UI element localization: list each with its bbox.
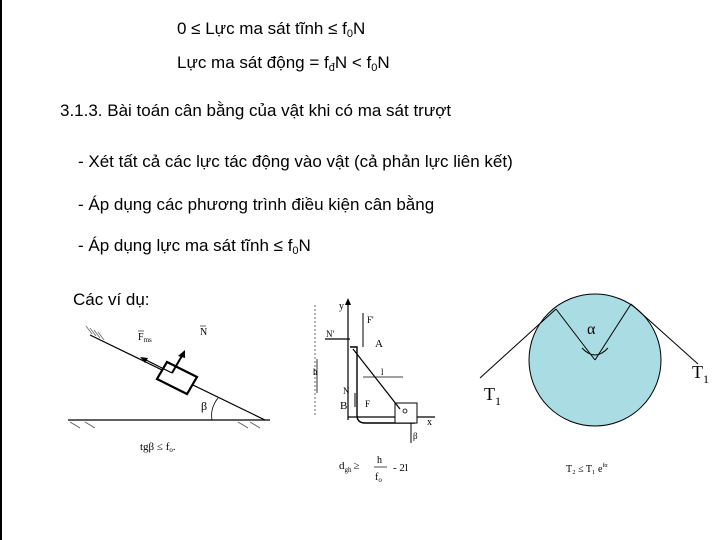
ladder-figure xyxy=(295,295,445,495)
ground-hatch xyxy=(70,422,260,428)
block xyxy=(157,362,197,394)
ladder-formula: $d_{gh}$ ≥ xyxy=(339,460,360,474)
y-axis-label: y xyxy=(339,301,344,312)
formula-numerator: h xyxy=(377,455,382,466)
n-label-ladder: N xyxy=(343,386,350,396)
section-heading: 3.1.3. Bài toán cân bằng của vật khi có ma sát trượt xyxy=(60,101,452,120)
incline-condition: tgβ ≤ fo. xyxy=(140,441,176,454)
bullet-equations: - Áp dụng các phương trình điều kiện cân bằng xyxy=(78,195,435,214)
formula-denominator: $f_o$ xyxy=(375,472,382,484)
bullet-static-friction: - Áp dụng lực ma sát tĩnh ≤ $f_0N$ xyxy=(78,236,311,257)
bullet-forces: - Xét tất cả các lực tác động vào vật (cả phản lực liên kết) xyxy=(78,152,513,171)
t1-right-label: $T_1$ xyxy=(692,362,709,386)
kinetic-friction-line: Lực ma sát động = $f_đN < f_0N$ xyxy=(177,53,390,74)
n-label: N xyxy=(200,327,208,338)
formula-rest: - 2l xyxy=(393,462,408,474)
x-axis-label: x xyxy=(427,417,432,428)
fms-label: $F_{ms}$ xyxy=(138,332,152,344)
beta-label: β xyxy=(201,399,208,413)
left-border xyxy=(0,0,2,540)
incline-figure xyxy=(60,320,290,460)
alpha-label: α xyxy=(587,321,596,338)
angle-arc xyxy=(212,398,218,420)
ladder-line xyxy=(353,349,400,409)
point-b-label: B xyxy=(340,400,348,412)
examples-label: Các ví dụ: xyxy=(73,290,150,309)
pulley-figure xyxy=(470,280,720,490)
point-a-label: A xyxy=(375,338,383,350)
f-label-ladder: F xyxy=(365,399,371,409)
nprime-label: N' xyxy=(326,329,335,339)
pulley-formula: T₂ ≤ T₁ $e^{f\alpha}$ xyxy=(566,463,608,475)
l-label: l xyxy=(381,367,384,377)
beta-label-ladder: β xyxy=(413,431,418,441)
fprime-label: F' xyxy=(367,315,374,325)
t1-left-label: $T_1$ xyxy=(484,384,501,408)
h-label: h xyxy=(313,367,318,377)
static-friction-line: 0 ≤ Lực ma sát tĩnh ≤ $f_0N$ xyxy=(177,19,366,40)
